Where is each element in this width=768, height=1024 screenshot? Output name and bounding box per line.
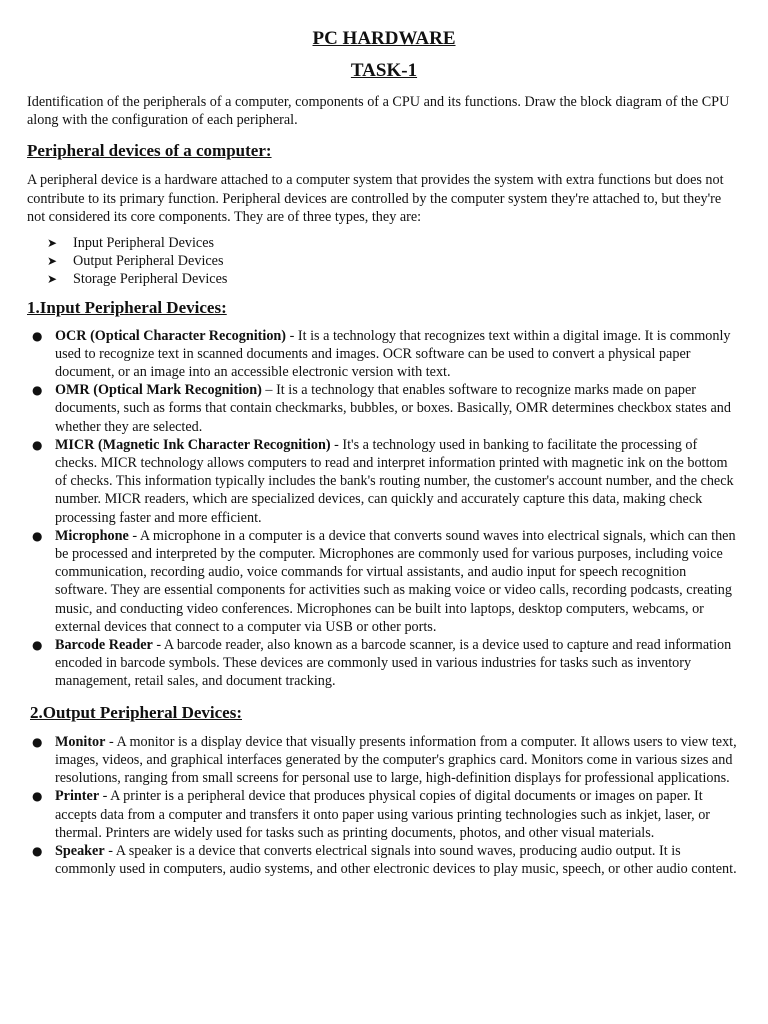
list-item [27, 842, 741, 878]
bullet-icon: ● [32, 789, 43, 804]
term: Monitor [55, 733, 106, 750]
list-item [27, 381, 741, 436]
output-devices-heading: 2.Output Peripheral Devices: [30, 702, 242, 722]
term: Printer [55, 788, 100, 805]
arrow-bullet-icon: ➤ [47, 272, 58, 287]
intro-paragraph: Identification of the peripherals of a computer, components of a CPU and its functions. Draw the block diagram of the CPU along with the configuration of each peripheral. [27, 94, 730, 129]
bullet-icon: ● [32, 528, 43, 543]
bullet-icon: ● [32, 734, 43, 749]
list-item [27, 327, 741, 382]
description: A printer is a peripheral device that produces physical copies of digital documents or images on paper. It accepts data from a computer and transfers it onto paper using various printing technologies such as inkjet, laser, or thermal. Printers are widely used for tasks such as printing documents, photos, and other visual materials. [55, 788, 711, 841]
separator: - [286, 327, 298, 344]
input-devices-list [27, 327, 741, 691]
separator: - [104, 842, 116, 859]
arrow-bullet-icon: ➤ [47, 236, 58, 251]
separator: – [261, 382, 277, 399]
list-item [47, 234, 741, 252]
list-item [27, 733, 741, 788]
document-title: PC HARDWARE [312, 28, 456, 49]
description: It's a technology used in banking to facilitate the processing of checks. MICR technology allows computers to read and interpret information printed with magnetic ink on the bottom of checks. This information typically includes the bank's routing number, the customer's account number, and the check number. MICR readers, which are specialized devices, can quickly and accurately capture this data, making check processing faster and more efficient. [55, 436, 734, 526]
description: A speaker is a device that converts electrical signals into sound waves, producing audio output. It is commonly used in computers, audio systems, and other electronic devices to play music, speech, or other audio content. [55, 842, 737, 878]
input-devices-heading: 1.Input Peripheral Devices: [27, 297, 227, 317]
description: A microphone in a computer is a device that converts sound waves into electrical signals, which can then be processed and interpreted by the computer. Microphones are commonly used for various purposes, including voice communication, recording audio, voice commands for virtual assistants, and audio input for speech recognition software. They are essential components for activities such as making voice or video calls, recording podcasts, creating music, and conducting video conferences. Microphones can be built into laptops, desktop computers, webcams, or external devices that connect to a computer via USB or other ports. [55, 527, 736, 635]
peripheral-heading: Peripheral devices of a computer: [27, 141, 272, 161]
bullet-icon: ● [32, 638, 43, 653]
arrow-bullet-icon: ➤ [47, 254, 58, 269]
bullet-icon: ● [32, 437, 43, 452]
term: MICR (Magnetic Ink Character Recognition) [55, 436, 331, 453]
output-devices-list [27, 733, 741, 879]
task-title: TASK-1 [350, 60, 418, 81]
term: Speaker [55, 842, 105, 859]
separator: - [99, 788, 111, 805]
term: OCR (Optical Character Recognition) [55, 327, 287, 344]
description: It is a technology that enables software to recognize marks made on paper documents, such as forms that contain checkmarks, bubbles, or boxes. Basically, OMR determines checkbox states and whether they are selected. [55, 382, 731, 435]
separator: - [152, 637, 164, 654]
list-item [27, 636, 741, 691]
peripheral-types-list [27, 234, 741, 289]
list-item [27, 787, 741, 842]
list-item-text: Storage Peripheral Devices [73, 271, 228, 288]
separator: - [128, 527, 140, 544]
list-item [47, 270, 741, 288]
term: Microphone [55, 527, 129, 544]
peripheral-paragraph: A peripheral device is a hardware attached to a computer system that provides the system with extra functions but does not contribute to its primary function. Peripheral devices are controlled by the computer system they're attached to, but they're not considered its core components. They are of three types, they are: [27, 172, 724, 225]
term: Barcode Reader [55, 637, 153, 654]
list-item [27, 527, 741, 636]
bullet-icon: ● [32, 328, 43, 343]
list-item [47, 252, 741, 270]
description: A monitor is a display device that visually presents information from a computer. It allows users to view text, images, videos, and graphical interfaces generated by the computer's graphics card. Monitors come in various sizes and resolutions, ranging from small screens for personal use to large, high-definition displays for professional applications. [55, 733, 737, 787]
term: OMR (Optical Mark Recognition) [55, 382, 262, 399]
list-item-text: Output Peripheral Devices [73, 253, 224, 270]
bullet-icon: ● [32, 843, 43, 858]
separator: - [105, 733, 117, 750]
description: It is a technology that recognizes text within a digital image. It is commonly used to recognize text in scanned documents and images. OCR software can be used to convert a physical paper document, or an image into an accessible electronic version with text. [55, 327, 731, 381]
bullet-icon: ● [32, 383, 43, 398]
list-item [27, 436, 741, 527]
list-item-text: Input Peripheral Devices [73, 235, 215, 252]
separator: - [330, 436, 343, 453]
description: A barcode reader, also known as a barcode scanner, is a device used to capture and read information encoded in barcode symbols. These devices are commonly used in various industries for tasks such as inventory management, retail sales, and document tracking. [55, 637, 732, 690]
